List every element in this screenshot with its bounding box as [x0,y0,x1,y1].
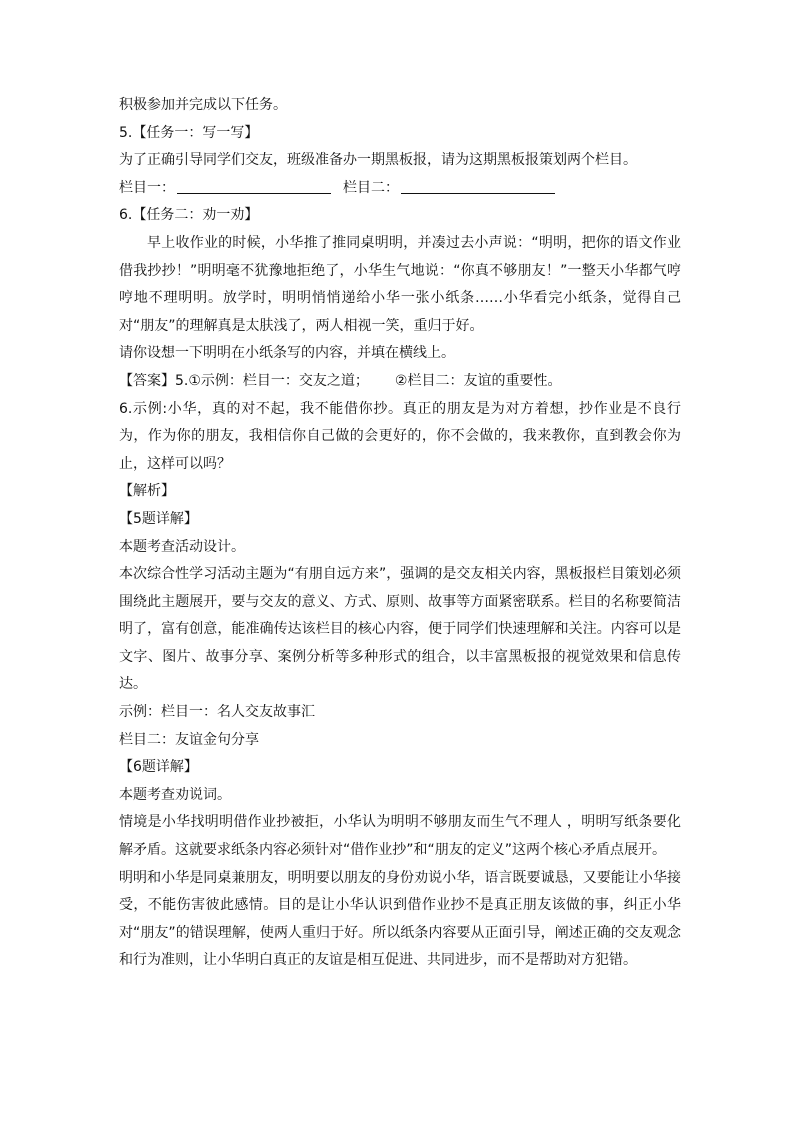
detail5-paragraph: 本次综合性学习活动主题为“有朋自远方来”，强调的是交友相关内容，黑板报栏目策划必须围绕此主题展开，要与交友的意义、方式、原则、故事等方面紧密联系。栏目的名称要简洁明了，富有创意，能准确传达该栏目的核心内容，便于同学们快速理解和关注。内容可以是文字、图片、故事分享、案例分析等多种形式的组合，以丰富黑板报的视觉效果和信息传达。 [119,566,681,693]
document-content [119,92,681,975]
detail5-example2: 栏目二：友谊金句分享 [119,731,259,748]
answer-5 [119,368,681,396]
detail5-example1: 示例：栏目一：名人交友故事汇 [119,704,315,721]
column-blanks [119,175,681,203]
analysis-heading: 【解析】 [119,483,175,500]
detail6-paragraph2: 明明和小华是同桌兼朋友，明明要以朋友的身份劝说小华，语言既要诚恳，又要能让小华接受，不能伤害彼此感情。目的是让小华认识到借作业抄不是真正朋友该做的事，纠正小华对“朋友”的错误理解，使两人重归于好。所以纸条内容要从正面引导，阐述正确的交友观念和行为准则，让小华明白真正的友谊是相互促进、共同进步，而不是帮助对方犯错。 [119,869,681,969]
detail6-heading: 【6题详解】 [119,759,198,776]
answer-5-part1: 【答案】5.①示例：栏目一：交友之道； [119,372,369,389]
detail5-intro: 本题考查活动设计。 [119,538,245,555]
task2-heading: 6.【任务二：劝一劝】 [119,207,259,224]
intro-line: 积极参加并完成以下任务。 [119,97,287,113]
column1-label: 栏目一： [119,179,175,196]
task1-heading: 5.【任务一：写一写】 [119,124,259,141]
answer-6: 6.示例:小华，真的对不起，我不能借你抄。真正的朋友是为对方着想，抄作业是不良行为，作为你的朋友，我相信你自己做的会更好的，你不会做的，我来教你，直到教会你为止，这样可以吗？ [119,400,681,472]
column2-blank [401,177,555,194]
detail6-intro: 本题考查劝说词。 [119,786,231,803]
task1-text: 为了正确引导同学们交友，班级准备办一期黑板报，请为这期黑板报策划两个栏目。 [119,152,637,169]
detail6-paragraph1: 情境是小华找明明借作业抄被拒，小华认为明明不够朋友而生气不理人 ，明明写纸条要化解矛盾。这就要求纸条内容必须针对“借作业抄”和“朋友的定义”这两个核心矛盾点展开。 [119,814,681,859]
task2-question: 请你设想一下明明在小纸条写的内容，并填在横线上。 [119,345,455,362]
story-paragraph: 早上收作业的时候，小华推了推同桌明明，并凑过去小声说：“明明，把你的语文作业借我抄抄！”明明毫不犹豫地拒绝了，小华生气地说：“你真不够朋友！”一整天小华都气哼哼地不理明明。放学时，明明悄悄递给小华一张小纸条……小华看完小纸条，觉得自己对“朋友”的理解真是太肤浅了，两人相视一笑，重归于好。 [119,234,681,334]
detail5-heading: 【5题详解】 [119,510,198,527]
column2-label: 栏目二： [343,179,399,196]
answer-5-part2: ②栏目二：友谊的重要性。 [394,372,562,389]
column1-blank [177,177,331,194]
